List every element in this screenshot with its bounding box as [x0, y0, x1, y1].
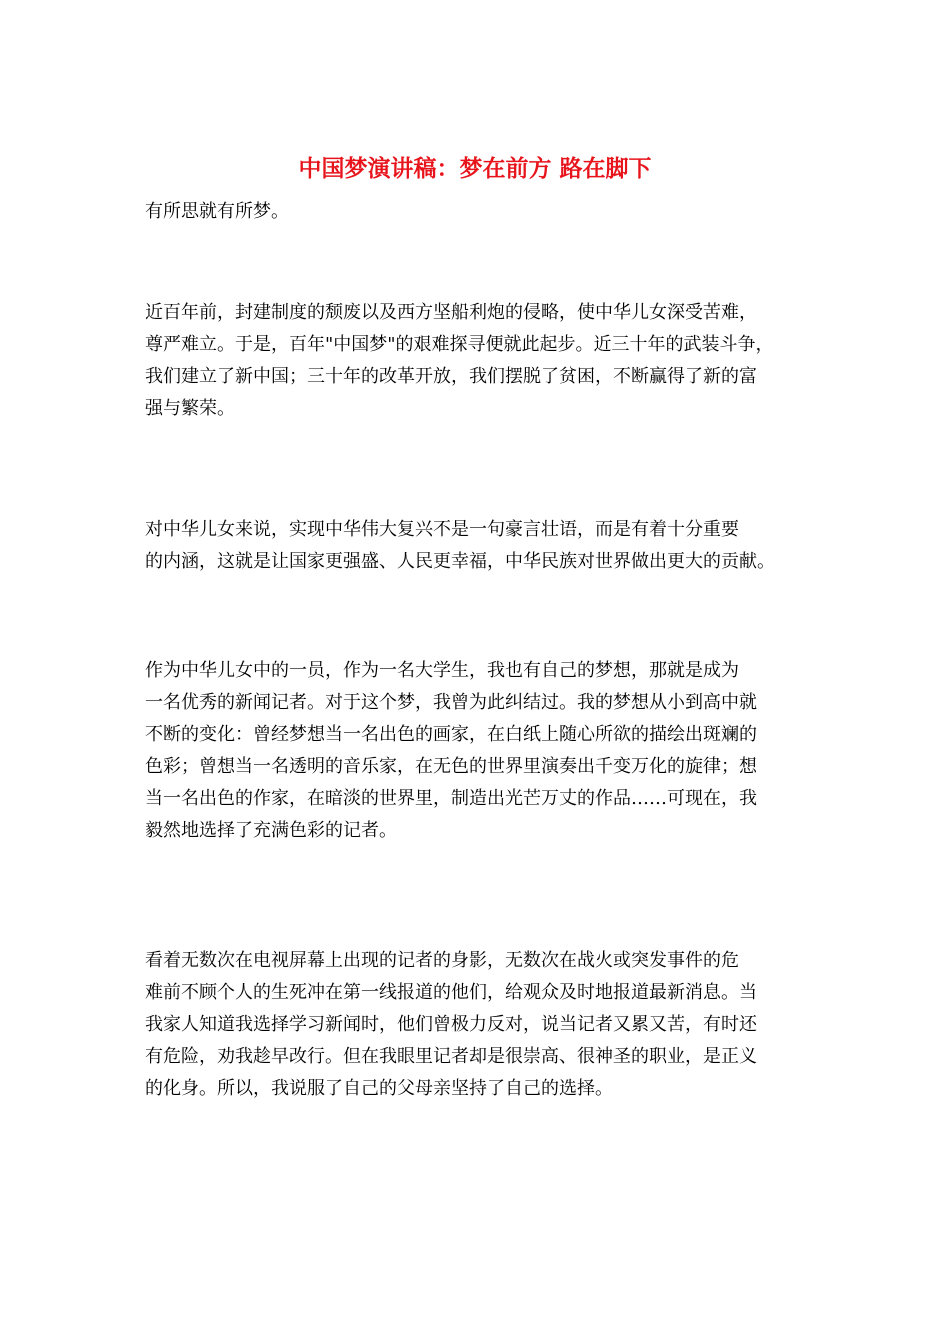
intro-line: 有所思就有所梦。	[145, 201, 289, 222]
paragraph: 近百年前，封建制度的颓废以及西方坚船利炮的侵略，使中华儿女深受苦难， 尊严难立。于是，百年"中国梦"的艰难探寻便就此起步。近三十年的武装斗争， 我们建立了新中国；三十年的改革开放，我们摆脱了贫困，不断赢得了新的富 强与繁荣。	[145, 302, 774, 419]
document-title: 中国梦演讲稿：梦在前方 路在脚下	[298, 156, 652, 182]
paragraph: 对中华儿女来说，实现中华伟大复兴不是一句豪言壮语，而是有着十分重要 的内涵，这就是让国家更强盛、人民更幸福，中华民族对世界做出更大的贡献。	[145, 519, 775, 572]
paragraph: 看着无数次在电视屏幕上出现的记者的身影，无数次在战火或突发事件的危 难前不顾个人的生死冲在第一线报道的他们，给观众及时地报道最新消息。当 我家人知道我选择学习新闻时，他们曾极力反对，说当记者又累又苦，有时还 有危险，劝我趁早改行。但在我眼里记者却是很崇高、很神圣的职业，是正义 的化身。所以，我说服了自己的父母亲坚持了自己的选择。	[145, 950, 757, 1099]
paragraph: 作为中华儿女中的一员，作为一名大学生，我也有自己的梦想，那就是成为 一名优秀的新闻记者。对于这个梦，我曾为此纠结过。我的梦想从小到高中就 不断的变化：曾经梦想当一名出色的画家，在白纸上随心所欲的描绘出斑斓的 色彩；曾想当一名透明的音乐家，在无色的世界里演奏出千变万化的旋律；想 当一名出色的作家，在暗淡的世界里，制造出光芒万丈的作品……可现在，我 毅然地选择了充满色彩的记者。	[145, 660, 757, 841]
